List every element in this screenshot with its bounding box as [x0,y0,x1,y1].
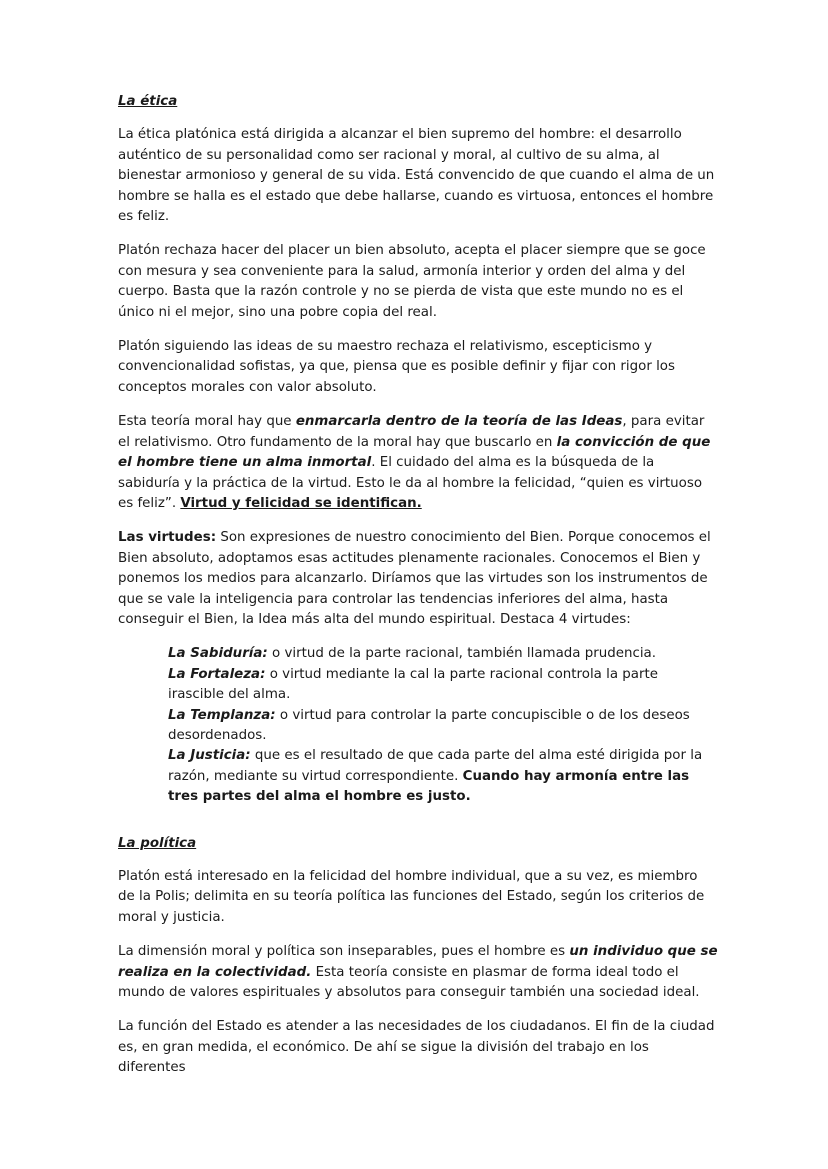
etica-paragraph-5 [118,528,718,630]
virtue-text: o virtud para controlar la parte concupiscible o de los deseos desordenados. [168,707,690,743]
virtue-text: que es el resultado de que cada parte del alma esté dirigida por la razón, mediante su virtud correspondiente. [168,748,703,784]
virtue-item [168,746,718,807]
etica-paragraph-2: Platón rechaza hacer del placer un bien absoluto, acepta el placer siempre que se goce con mesura y sea conveniente para la salud, armonía interior y orden del alma y del cuerpo. Basta que la razón controle y no se pierda de vista que este mundo no es el único ni el mejor, sino una pobre copia del real. [118,243,706,320]
etica-heading: La ética [118,94,178,109]
virtues-list [168,644,718,807]
virtue-text: o virtud mediante la cal la parte racional controla la parte irascible del alma. [168,666,659,703]
politica-paragraph-2 [118,942,718,1003]
etica-paragraph-1: La ética platónica está dirigida a alcanzar el bien supremo del hombre: el desarrollo auténtico de su personalidad como ser racional y moral, al cultivo de su alma, al bienestar armonioso y general de su vida. Está convencido de que cuando el alma de un hombre se halla es el estado que debe hallarse, cuando es virtuosa, entonces el hombre es feliz. [118,127,715,225]
virtue-text: o virtud de la parte racional, también llamada prudencia. [267,646,657,662]
virtue-name: La Sabiduría: [168,646,268,662]
politica-paragraph-3: La función del Estado es atender a las necesidades de los ciudadanos. El fin de la ciudad es, en gran medida, el económico. De ahí se sigue la división del trabajo en los diferentes [118,1019,715,1076]
etica-paragraph-3: Platón siguiendo las ideas de su maestro rechaza el relativismo, escepticismo y convencionalidad sofistas, ya que, piensa que es posible definir y fijar con rigor los conceptos morales con valor absoluto. [118,339,675,395]
virtue-name: La Fortaleza: [168,666,266,682]
politica-heading: La política [118,835,197,851]
etica-paragraph-4 [118,412,718,514]
virtue-name: La Justicia: [168,748,251,764]
emphasis-individuo: un individuo que se realiza en la colectividad. [118,944,718,980]
virtudes-label: Las virtudes: [118,530,217,546]
virtue-item [168,706,718,747]
text-run: . El cuidado del alma es la búsqueda de la sabiduría y la práctica de la virtud. Esto le da al hombre la felicidad, “quien es virtuoso es feliz”. [118,455,703,511]
virtue-item [168,644,718,664]
politica-paragraph-1: Platón está interesado en la felicidad del hombre individual, que a su vez, es miembro de la Polis; delimita en su teoría política las funciones del Estado, según los criterios de moral y justicia. [118,869,705,925]
text-run: Esta teoría consiste en plasmar de forma ideal todo el mundo de valores espirituales y absolutos para conseguir también una sociedad ideal. [118,964,700,1001]
virtue-name: La Templanza: [168,707,276,723]
text-run: Son expresiones de nuestro conocimiento del Bien. Porque conocemos el Bien absoluto, adoptamos esas actitudes plenamente racionales. Conocemos el Bien y ponemos los medios para alcanzarlo. Diríamos que las virtudes son los instrumentos de que se vale la inteligencia para controlar las tendencias inferiores del alma, hasta conseguir el Bien, la Idea más alta del mundo espiritual. Destaca 4 virtudes: [118,530,711,627]
virtue-item [168,665,718,706]
section-spacer [118,808,718,834]
emphasis-ideas: enmarcarla dentro de la teoría de las Ideas [295,414,623,430]
virtue-emphasis: Cuando hay armonía entre las tres partes del alma el hombre es justo. [168,768,690,805]
text-run: Esta teoría moral hay que [118,414,296,430]
text-run: La dimensión moral y política son inseparables, pues el hombre es [118,944,570,960]
emphasis-virtud-felicidad: Virtud y felicidad se identifican. [180,495,422,511]
emphasis-alma-inmortal: la convicción de que el hombre tiene un alma inmortal [118,434,711,471]
text-run: , para evitar el relativismo. Otro fundamento de la moral hay que buscarlo en [118,414,705,450]
